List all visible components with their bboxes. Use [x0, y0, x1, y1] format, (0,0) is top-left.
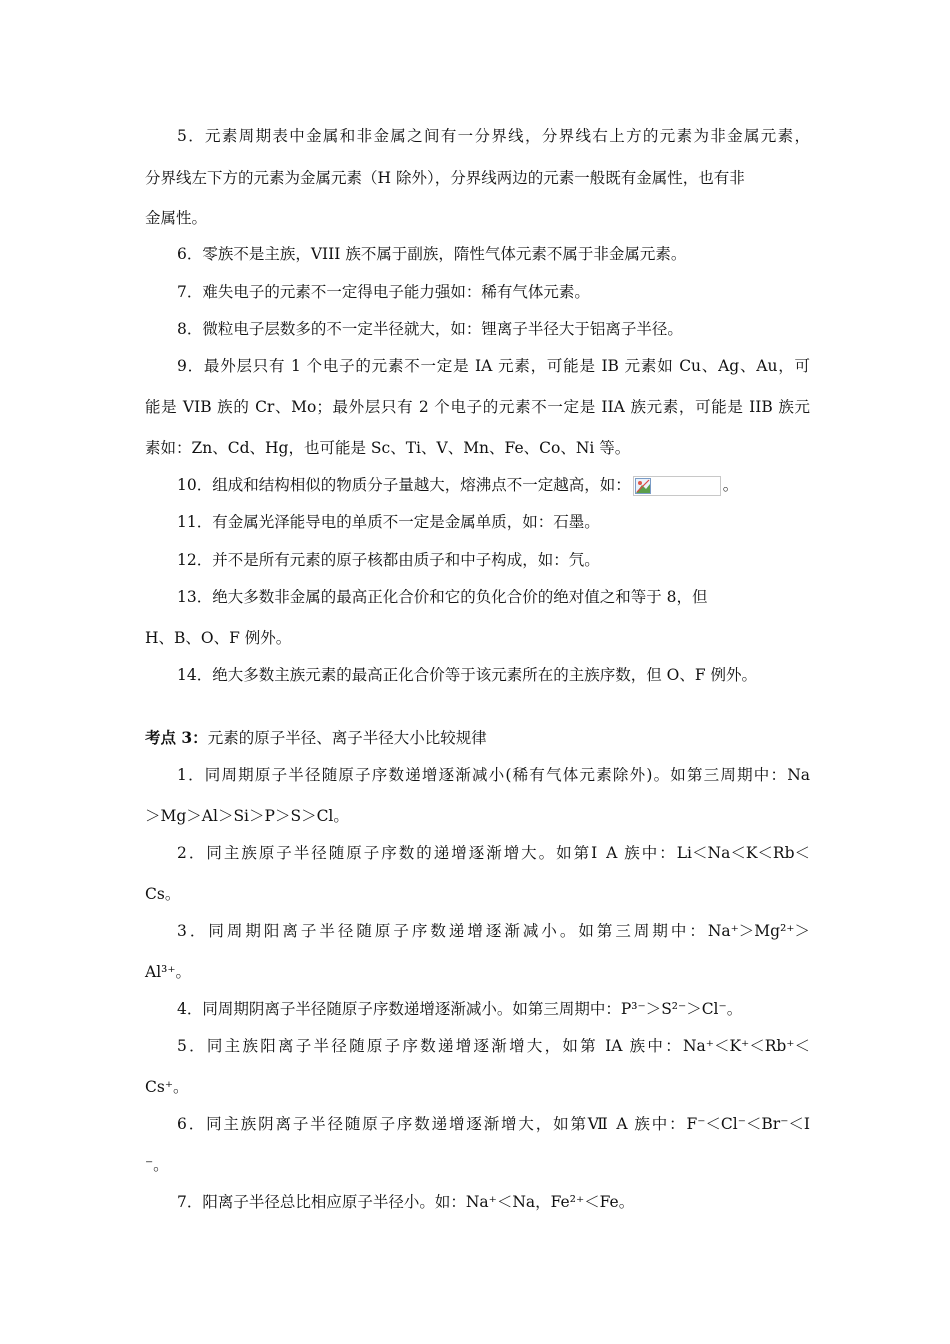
item-9-line-3: 素如：Zn、Cd、Hg，也可能是 Sc、Ti、V、Mn、Fe、Co、Ni 等。 [145, 439, 631, 457]
rule-6-line-1: 6．同主族阴离子半径随原子序数递增逐渐增大，如第Ⅶ A 族中：F⁻＜Cl⁻＜Br⁻＜I [177, 1115, 810, 1133]
rule-3-line-1: 3．同周期阳离子半径随原子序数递增逐渐减小。如第三周期中：Na⁺＞Mg²⁺＞ [177, 922, 810, 940]
rule-4: 4．同周期阴离子半径随原子序数递增逐渐减小。如第三周期中：P³⁻＞S²⁻＞Cl⁻。 [177, 1000, 743, 1018]
broken-image-icon [633, 476, 721, 496]
item-14: 14．绝大多数主族元素的最高正化合价等于该元素所在的主族序数，但 O、F 例外。 [177, 666, 758, 684]
item-9-line-1: 9．最外层只有 1 个电子的元素不一定是 IA 元素，可能是 IB 元素如 Cu、Ag、Au，可 [177, 357, 810, 375]
item-10 [177, 475, 738, 496]
rule-2-line-1: 2．同主族原子半径随原子序数的递增逐渐增大。如第Ⅰ A 族中：Li＜Na＜K＜Rb＜ [177, 844, 810, 862]
section-label: 考点 3： [145, 728, 208, 747]
item-6: 6．零族不是主族，VIII 族不属于副族，隋性气体元素不属于非金属元素。 [177, 245, 687, 263]
item-11: 11．有金属光泽能导电的单质不一定是金属单质，如：石墨。 [177, 513, 600, 531]
item-12: 12．并不是所有元素的原子核都由质子和中子构成，如：氕。 [177, 551, 600, 569]
rule-1-line-2: ＞Mg＞Al＞Si＞P＞S＞Cl。 [145, 807, 349, 825]
item-9-line-2: 能是 VIB 族的 Cr、Mo；最外层只有 2 个电子的元素不一定是 IIA 族元素，可能是 IIB 族元 [145, 398, 810, 416]
item-13-line-2: H、B、O、F 例外。 [145, 629, 292, 647]
rule-5-line-2: Cs⁺。 [145, 1078, 189, 1096]
rule-3-line-2: Al³⁺。 [145, 963, 192, 981]
item-7: 7．难失电子的元素不一定得电子能力强如：稀有气体元素。 [177, 283, 590, 301]
rule-2-line-2: Cs。 [145, 885, 181, 903]
rule-5-line-1: 5．同主族阳离子半径随原子序数递增逐渐增大，如第 IA 族中：Na⁺＜K⁺＜Rb⁺＜ [177, 1037, 810, 1055]
section-heading [145, 728, 487, 748]
section-title: 元素的原子半径、离子半径大小比较规律 [207, 729, 487, 747]
rule-7: 7．阳离子半径总比相应原子半径小。如：Na⁺＜Na，Fe²⁺＜Fe。 [177, 1193, 635, 1211]
item-13-line-1: 13．绝大多数非金属的最高正化合价和它的负化合价的绝对值之和等于 8，但 [177, 588, 708, 606]
rule-6-line-2: ⁻。 [145, 1156, 169, 1174]
rule-1-line-1: 1．同周期原子半径随原子序数递增逐渐减小(稀有气体元素除外)。如第三周期中：Na [177, 766, 810, 784]
item-5-line-2: 分界线左下方的元素为金属元素（H 除外），分界线两边的元素一般既有金属性，也有非 [145, 169, 745, 187]
item-5-line-3: 金属性。 [145, 209, 208, 227]
item-10-text: 10．组成和结构相似的物质分子量越大，熔沸点不一定越高，如： [177, 476, 631, 494]
item-8: 8．微粒电子层数多的不一定半径就大，如：锂离子半径大于铝离子半径。 [177, 320, 683, 338]
item-5-line-1: 5．元素周期表中金属和非金属之间有一分界线，分界线右上方的元素为非金属元素， [177, 127, 810, 145]
item-10-end: 。 [722, 476, 739, 494]
